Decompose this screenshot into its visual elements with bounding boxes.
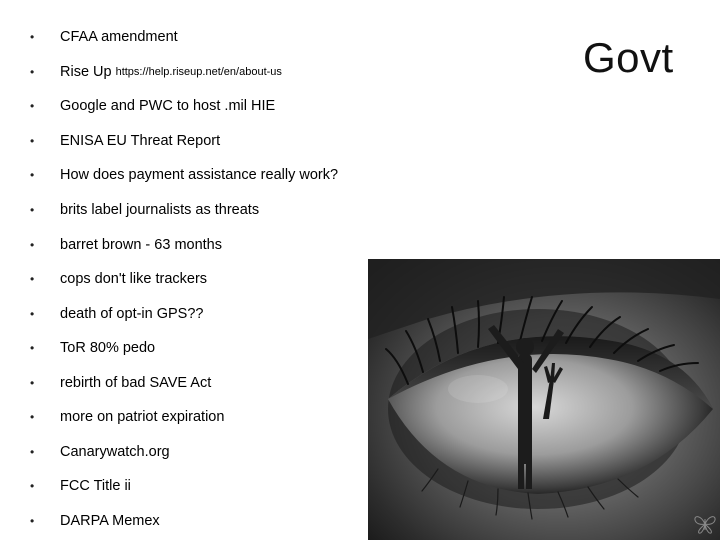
bullet-dot: • bbox=[30, 445, 35, 459]
bullet-item bbox=[30, 407, 224, 427]
bullet-item bbox=[30, 131, 220, 151]
bullet-dot: • bbox=[30, 168, 35, 182]
bullet-item bbox=[30, 269, 207, 289]
bullet-item bbox=[30, 235, 222, 255]
bullet-item bbox=[30, 511, 160, 531]
bullet-item bbox=[30, 200, 259, 220]
bullet-dot: • bbox=[30, 376, 35, 390]
bullet-item bbox=[30, 165, 338, 185]
bullet-dot: • bbox=[30, 238, 35, 252]
bullet-text: brits label journalists as threats bbox=[60, 202, 260, 218]
bullet-text: Canarywatch.org bbox=[60, 444, 170, 460]
bullet-item bbox=[30, 96, 275, 116]
bullet-text: DARPA Memex bbox=[60, 513, 160, 529]
butterfly-icon bbox=[693, 513, 717, 535]
bullet-dot: • bbox=[30, 514, 35, 528]
slide-title: Govt bbox=[583, 34, 674, 81]
bullet-text: How does payment assistance really work? bbox=[60, 167, 339, 183]
bullet-item bbox=[30, 62, 282, 82]
bullet-dot: • bbox=[30, 341, 35, 355]
bullet-text: Rise Up bbox=[60, 64, 112, 80]
bullet-item bbox=[30, 338, 155, 358]
bullet-text: death of opt-in GPS?? bbox=[60, 306, 204, 322]
bullet-dot: • bbox=[30, 307, 35, 321]
bullet-dot: • bbox=[30, 410, 35, 424]
bullet-text: more on patriot expiration bbox=[60, 409, 225, 425]
bullet-item bbox=[30, 27, 178, 47]
bullet-item bbox=[30, 373, 211, 393]
riseup-link[interactable]: https://help.riseup.net/en/about-us bbox=[115, 66, 282, 78]
bullet-dot: • bbox=[30, 203, 35, 217]
bullet-text: ENISA EU Threat Report bbox=[60, 133, 221, 149]
bullet-text: ToR 80% pedo bbox=[60, 340, 156, 356]
bullet-dot: • bbox=[30, 99, 35, 113]
bullet-text: CFAA amendment bbox=[60, 29, 178, 45]
bullet-item bbox=[30, 304, 204, 324]
bullet-text: cops don't like trackers bbox=[60, 271, 208, 287]
bullet-text: Google and PWC to host .mil HIE bbox=[60, 98, 276, 114]
bullet-dot: • bbox=[30, 272, 35, 286]
bullet-dot: • bbox=[30, 134, 35, 148]
bullet-item bbox=[30, 476, 131, 496]
bullet-dot: • bbox=[30, 30, 35, 44]
bullet-text: rebirth of bad SAVE Act bbox=[60, 375, 212, 391]
bullet-item bbox=[30, 442, 170, 462]
bullet-text: FCC Title ii bbox=[60, 478, 131, 494]
bullet-text: barret brown - 63 months bbox=[60, 237, 222, 253]
bullet-dot: • bbox=[30, 65, 35, 79]
bullet-dot: • bbox=[30, 479, 35, 493]
eye-photo-icon bbox=[368, 259, 720, 540]
